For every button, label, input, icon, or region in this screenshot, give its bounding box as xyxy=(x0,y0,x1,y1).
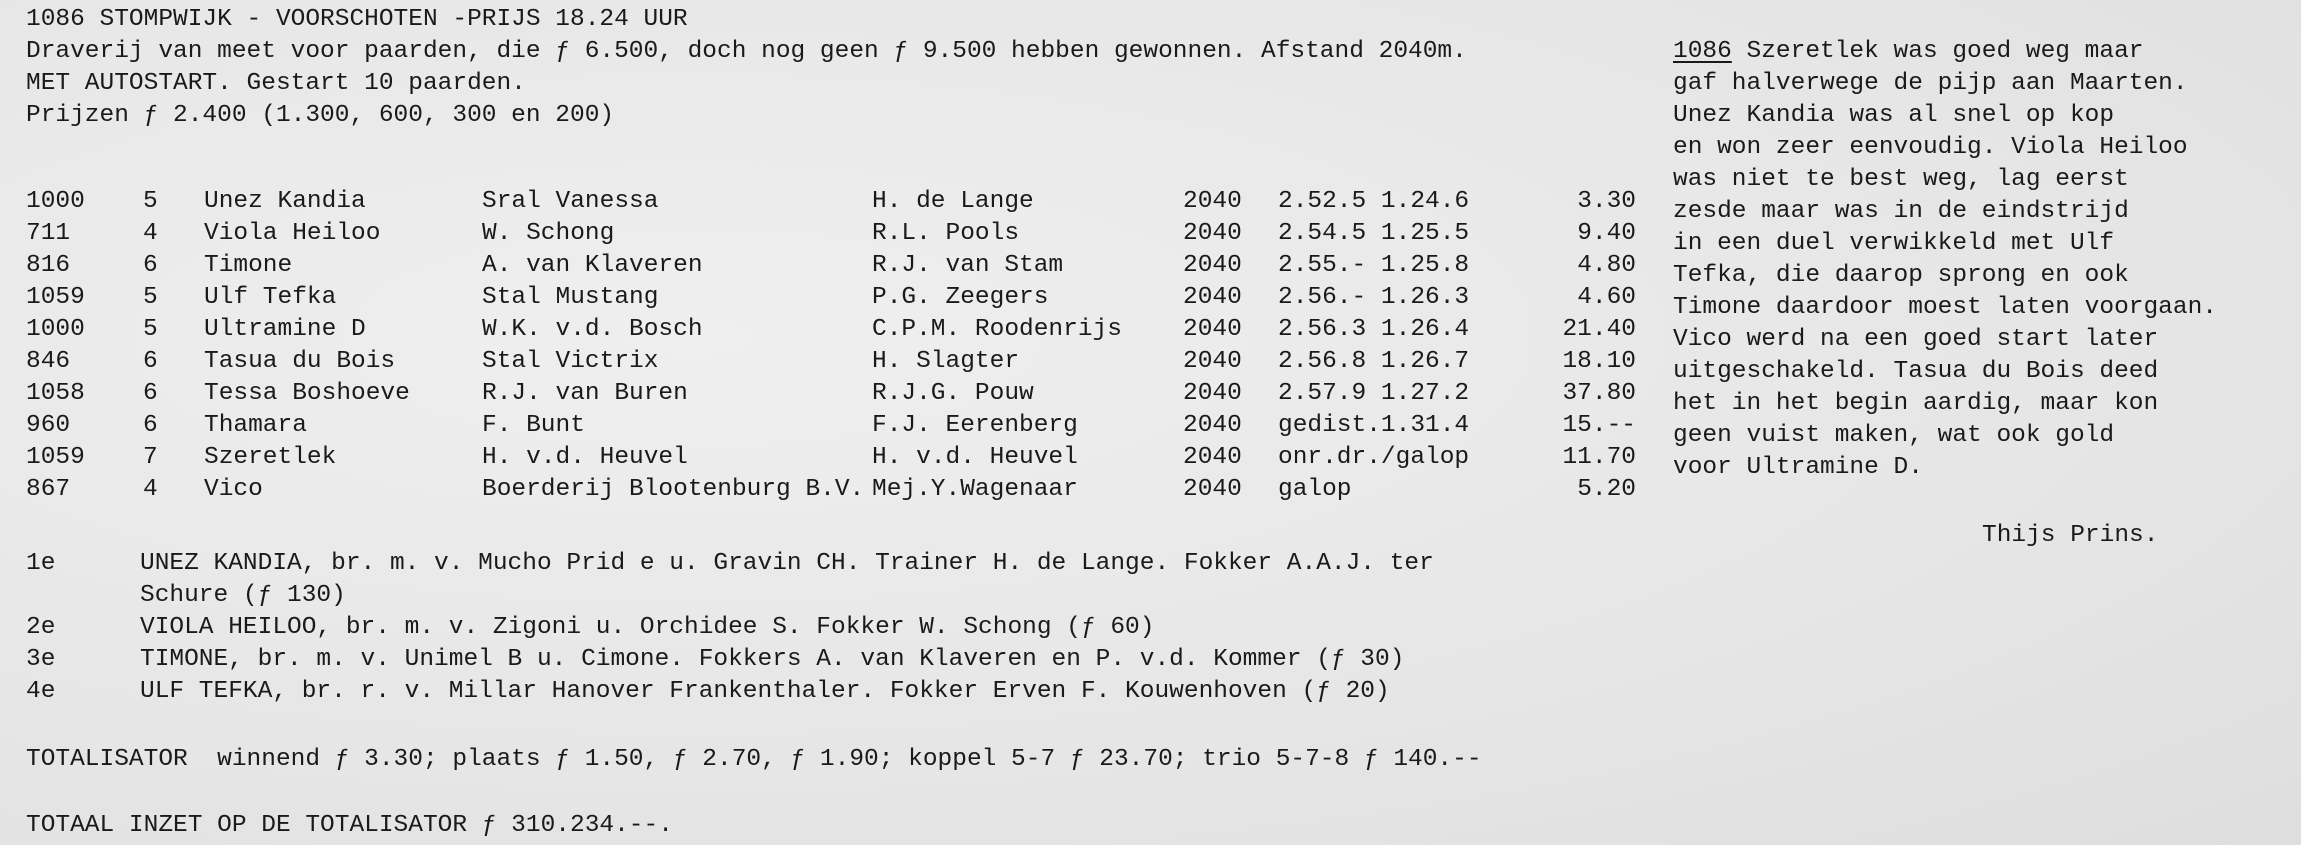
cell-time: 2.52.5 1.24.6 xyxy=(1278,188,1470,215)
cell-owner: W. Schong xyxy=(482,220,615,247)
cell-payout: 11.70 xyxy=(1562,444,1636,471)
cell-distance: 2040 xyxy=(1183,412,1242,439)
race-title: 1086 STOMPWIJK - VOORSCHOTEN -PRIJS 18.24 UUR xyxy=(26,6,688,33)
placing-rank: 1e xyxy=(26,550,56,577)
cell-distance: 2040 xyxy=(1183,316,1242,343)
commentary-author: Thijs Prins. xyxy=(1982,522,2159,549)
cell-start-position: 5 xyxy=(143,188,158,215)
cell-driver: R.J. van Stam xyxy=(872,252,1064,279)
cell-time: onr.dr./galop xyxy=(1278,444,1470,471)
cell-start-position: 5 xyxy=(143,316,158,343)
cell-start-position: 6 xyxy=(143,252,158,279)
cell-owner: W.K. v.d. Bosch xyxy=(482,316,703,343)
cell-driver: C.P.M. Roodenrijs xyxy=(872,316,1122,343)
cell-driver: H. Slagter xyxy=(872,348,1020,375)
cell-number: 1058 xyxy=(26,380,85,407)
table-row xyxy=(0,474,1650,506)
commentary-line: Timone daardoor moest laten voorgaan. xyxy=(1673,294,2217,321)
cell-horse: Timone xyxy=(204,252,293,279)
cell-owner: Stal Victrix xyxy=(482,348,659,375)
cell-horse: Szeretlek xyxy=(204,444,337,471)
table-row xyxy=(0,442,1650,474)
cell-horse: Unez Kandia xyxy=(204,188,366,215)
table-row xyxy=(0,186,1650,218)
cell-owner: H. v.d. Heuvel xyxy=(482,444,688,471)
cell-time: 2.54.5 1.25.5 xyxy=(1278,220,1470,247)
cell-time: 2.55.- 1.25.8 xyxy=(1278,252,1470,279)
cell-driver: P.G. Zeegers xyxy=(872,284,1049,311)
cell-horse: Tasua du Bois xyxy=(204,348,396,375)
race-prizes: Prijzen ƒ 2.400 (1.300, 600, 300 en 200) xyxy=(26,102,615,129)
cell-horse: Viola Heiloo xyxy=(204,220,381,247)
cell-number: 960 xyxy=(26,412,71,439)
cell-payout: 4.80 xyxy=(1577,252,1636,279)
cell-payout: 37.80 xyxy=(1562,380,1636,407)
cell-distance: 2040 xyxy=(1183,252,1242,279)
commentary-line: Tefka, die daarop sprong en ook xyxy=(1673,262,2129,289)
table-row xyxy=(0,378,1650,410)
cell-number: 846 xyxy=(26,348,71,375)
cell-time: 2.57.9 1.27.2 xyxy=(1278,380,1470,407)
cell-time: galop xyxy=(1278,476,1352,503)
cell-distance: 2040 xyxy=(1183,220,1242,247)
commentary-line: was niet te best weg, lag eerst xyxy=(1673,166,2129,193)
cell-horse: Thamara xyxy=(204,412,307,439)
cell-payout: 15.-- xyxy=(1562,412,1636,439)
cell-start-position: 6 xyxy=(143,412,158,439)
cell-owner: Stal Mustang xyxy=(482,284,659,311)
cell-number: 1000 xyxy=(26,188,85,215)
cell-driver: H. de Lange xyxy=(872,188,1034,215)
cell-start-position: 4 xyxy=(143,476,158,503)
cell-owner: A. van Klaveren xyxy=(482,252,703,279)
cell-driver: H. v.d. Heuvel xyxy=(872,444,1078,471)
cell-horse: Ulf Tefka xyxy=(204,284,337,311)
cell-horse: Ultramine D xyxy=(204,316,366,343)
totalisator-line: TOTALISATOR winnend ƒ 3.30; plaats ƒ 1.50, ƒ 2.70, ƒ 1.90; koppel 5-7 ƒ 23.70; trio 5-7-8 ƒ 140.-- xyxy=(26,746,1482,773)
cell-horse: Vico xyxy=(204,476,263,503)
cell-start-position: 6 xyxy=(143,348,158,375)
cell-number: 1000 xyxy=(26,316,85,343)
cell-time: 2.56.- 1.26.3 xyxy=(1278,284,1470,311)
commentary-line: uitgeschakeld. Tasua du Bois deed xyxy=(1673,358,2159,385)
cell-driver: R.L. Pools xyxy=(872,220,1020,247)
cell-distance: 2040 xyxy=(1183,348,1242,375)
cell-driver: F.J. Eerenberg xyxy=(872,412,1078,439)
cell-number: 816 xyxy=(26,252,71,279)
cell-distance: 2040 xyxy=(1183,444,1242,471)
cell-distance: 2040 xyxy=(1183,476,1242,503)
race-start-info: MET AUTOSTART. Gestart 10 paarden. xyxy=(26,70,526,97)
placing-description-continued: Schure (ƒ 130) xyxy=(140,582,346,609)
commentary-first-line xyxy=(1673,36,2143,68)
placing-rank: 2e xyxy=(26,614,56,641)
cell-distance: 2040 xyxy=(1183,188,1242,215)
cell-horse: Tessa Boshoeve xyxy=(204,380,410,407)
placing-description: TIMONE, br. m. v. Unimel B u. Cimone. Fokkers A. van Klaveren en P. v.d. Kommer (ƒ 30) xyxy=(140,646,1405,673)
commentary-line: het in het begin aardig, maar kon xyxy=(1673,390,2159,417)
cell-driver: Mej.Y.Wagenaar xyxy=(872,476,1078,503)
commentary-line: in een duel verwikkeld met Ulf xyxy=(1673,230,2115,257)
commentary-line: gaf halverwege de pijp aan Maarten. xyxy=(1673,70,2188,97)
cell-time: gedist.1.31.4 xyxy=(1278,412,1470,439)
placing-rank: 4e xyxy=(26,678,56,705)
cell-start-position: 6 xyxy=(143,380,158,407)
table-row xyxy=(0,410,1650,442)
cell-payout: 3.30 xyxy=(1577,188,1636,215)
cell-owner: Sral Vanessa xyxy=(482,188,659,215)
total-inzet-line: TOTAAL INZET OP DE TOTALISATOR ƒ 310.234.--. xyxy=(26,812,673,839)
cell-owner: F. Bunt xyxy=(482,412,585,439)
commentary-line: Unez Kandia was al snel op kop xyxy=(1673,102,2115,129)
cell-start-position: 7 xyxy=(143,444,158,471)
cell-number: 867 xyxy=(26,476,71,503)
cell-start-position: 5 xyxy=(143,284,158,311)
cell-distance: 2040 xyxy=(1183,380,1242,407)
cell-payout: 4.60 xyxy=(1577,284,1636,311)
cell-payout: 21.40 xyxy=(1562,316,1636,343)
table-row xyxy=(0,314,1650,346)
commentary-line: en won zeer eenvoudig. Viola Heiloo xyxy=(1673,134,2188,161)
placing-rank: 3e xyxy=(26,646,56,673)
cell-number: 1059 xyxy=(26,284,85,311)
commentary-race-ref: 1086 xyxy=(1673,38,1732,65)
table-row xyxy=(0,250,1650,282)
race-conditions: Draverij van meet voor paarden, die ƒ 6.500, doch nog geen ƒ 9.500 hebben gewonnen. Afstand 2040m. xyxy=(26,38,1467,65)
commentary-line: Vico werd na een goed start later xyxy=(1673,326,2159,353)
commentary-line: voor Ultramine D. xyxy=(1673,454,1923,481)
cell-distance: 2040 xyxy=(1183,284,1242,311)
cell-start-position: 4 xyxy=(143,220,158,247)
cell-owner: R.J. van Buren xyxy=(482,380,688,407)
cell-number: 1059 xyxy=(26,444,85,471)
table-row xyxy=(0,218,1650,250)
cell-owner: Boerderij Blootenburg B.V. xyxy=(482,476,865,503)
commentary-line: Szeretlek was goed weg maar xyxy=(1731,38,2144,65)
cell-payout: 18.10 xyxy=(1562,348,1636,375)
cell-driver: R.J.G. Pouw xyxy=(872,380,1034,407)
cell-payout: 9.40 xyxy=(1577,220,1636,247)
cell-payout: 5.20 xyxy=(1577,476,1636,503)
cell-time: 2.56.8 1.26.7 xyxy=(1278,348,1470,375)
cell-time: 2.56.3 1.26.4 xyxy=(1278,316,1470,343)
commentary-line: zesde maar was in de eindstrijd xyxy=(1673,198,2129,225)
placing-description: UNEZ KANDIA, br. m. v. Mucho Prid e u. Gravin CH. Trainer H. de Lange. Fokker A.A.J. ter xyxy=(140,550,1434,577)
cell-number: 711 xyxy=(26,220,71,247)
placing-description: ULF TEFKA, br. r. v. Millar Hanover Frankenthaler. Fokker Erven F. Kouwenhoven (ƒ 20) xyxy=(140,678,1390,705)
table-row xyxy=(0,282,1650,314)
table-row xyxy=(0,346,1650,378)
commentary-line: geen vuist maken, wat ook gold xyxy=(1673,422,2115,449)
placing-description: VIOLA HEILOO, br. m. v. Zigoni u. Orchidee S. Fokker W. Schong (ƒ 60) xyxy=(140,614,1155,641)
